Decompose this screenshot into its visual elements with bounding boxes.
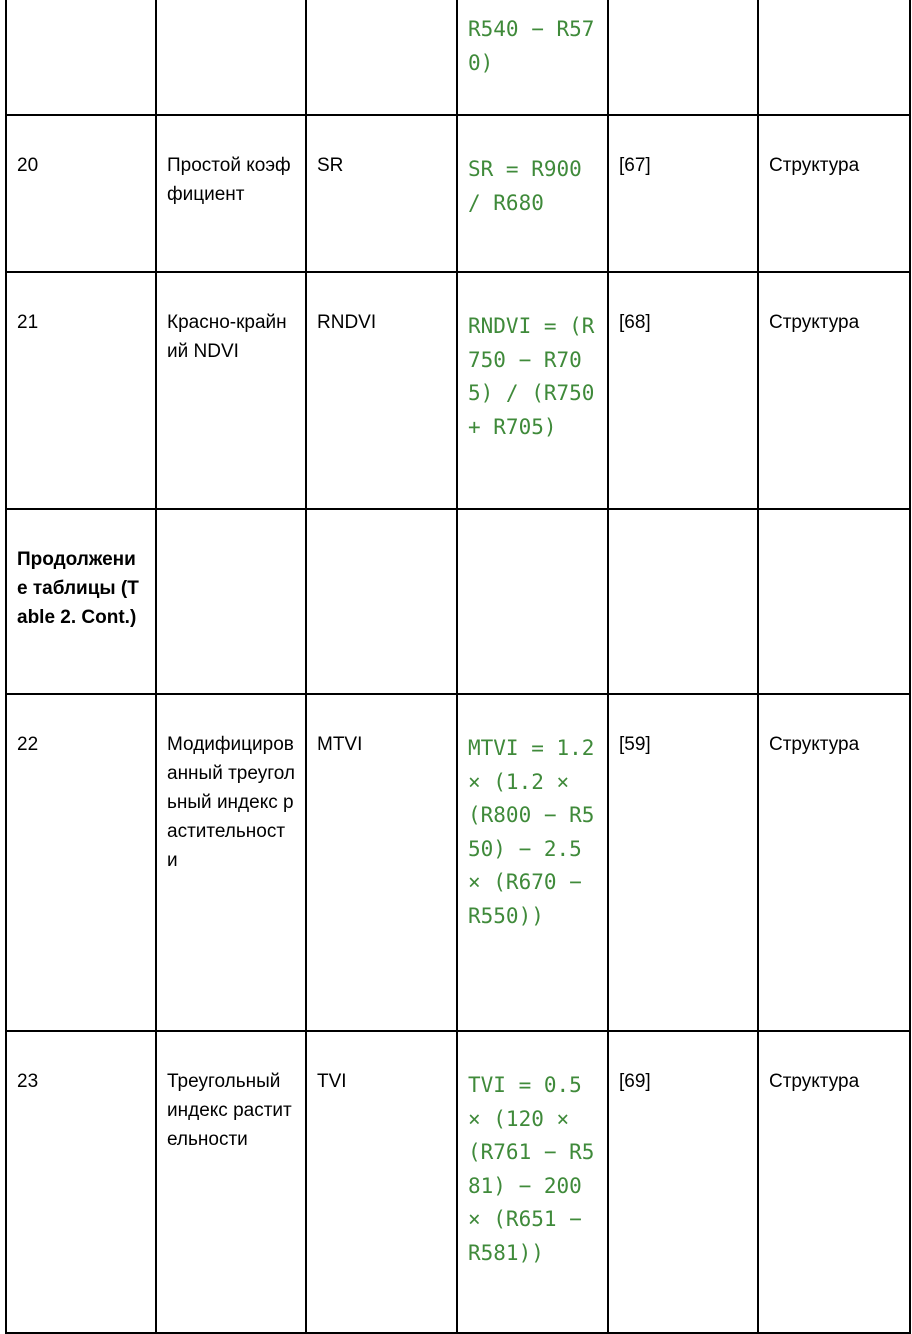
index-abbreviation-cell: SR <box>306 115 457 272</box>
index-abbreviation-cell <box>306 0 457 115</box>
formula-text: RNDVI = (R750 − R705) / (R750 + R705) <box>468 314 595 439</box>
index-abbreviation-cell: MTVI <box>306 694 457 1031</box>
empty-cell <box>457 509 608 694</box>
category-cell: Структура <box>758 1031 910 1333</box>
index-name-cell: Треугольный индекс растительности <box>156 1031 306 1333</box>
category-cell: Структура <box>758 272 910 509</box>
table-row <box>6 0 910 115</box>
table-row <box>6 1031 910 1333</box>
empty-cell <box>758 509 910 694</box>
table-row <box>6 694 910 1031</box>
empty-cell <box>156 509 306 694</box>
table-row <box>6 272 910 509</box>
index-formula-cell <box>457 272 608 509</box>
index-formula-cell <box>457 115 608 272</box>
vegetation-index-table <box>5 0 911 1334</box>
formula-text: SR = R900 / R680 <box>468 157 582 215</box>
reference-cell: [67] <box>608 115 758 272</box>
formula-text: MTVI = 1.2 × (1.2 × (R800 − R550) − 2.5 × (R670 − R550)) <box>468 736 595 928</box>
index-abbreviation-cell: RNDVI <box>306 272 457 509</box>
index-abbreviation-cell: TVI <box>306 1031 457 1333</box>
category-cell: Структура <box>758 694 910 1031</box>
index-number-cell <box>6 0 156 115</box>
empty-cell <box>608 509 758 694</box>
index-number-cell: 23 <box>6 1031 156 1333</box>
index-number-cell: 22 <box>6 694 156 1031</box>
category-cell: Структура <box>758 115 910 272</box>
reference-cell: [59] <box>608 694 758 1031</box>
category-cell <box>758 0 910 115</box>
empty-cell <box>306 509 457 694</box>
index-formula-cell <box>457 694 608 1031</box>
reference-cell <box>608 0 758 115</box>
index-name-cell <box>156 0 306 115</box>
index-formula-cell <box>457 1031 608 1333</box>
reference-cell: [69] <box>608 1031 758 1333</box>
index-number-cell: 21 <box>6 272 156 509</box>
index-formula-cell <box>457 0 608 115</box>
formula-text: R540 − R570) <box>468 17 595 75</box>
table-row <box>6 115 910 272</box>
index-name-cell: Модифицированный треугольный индекс растительности <box>156 694 306 1031</box>
formula-text: TVI = 0.5 × (120 × (R761 − R581) − 200 × (R651 − R581)) <box>468 1073 595 1265</box>
table-row <box>6 509 910 694</box>
index-name-cell: Простой коэффициент <box>156 115 306 272</box>
index-name-cell: Красно-крайний NDVI <box>156 272 306 509</box>
reference-cell: [68] <box>608 272 758 509</box>
index-number-cell: 20 <box>6 115 156 272</box>
table-continuation-label: Продолжение таблицы (Table 2. Cont.) <box>6 509 156 694</box>
